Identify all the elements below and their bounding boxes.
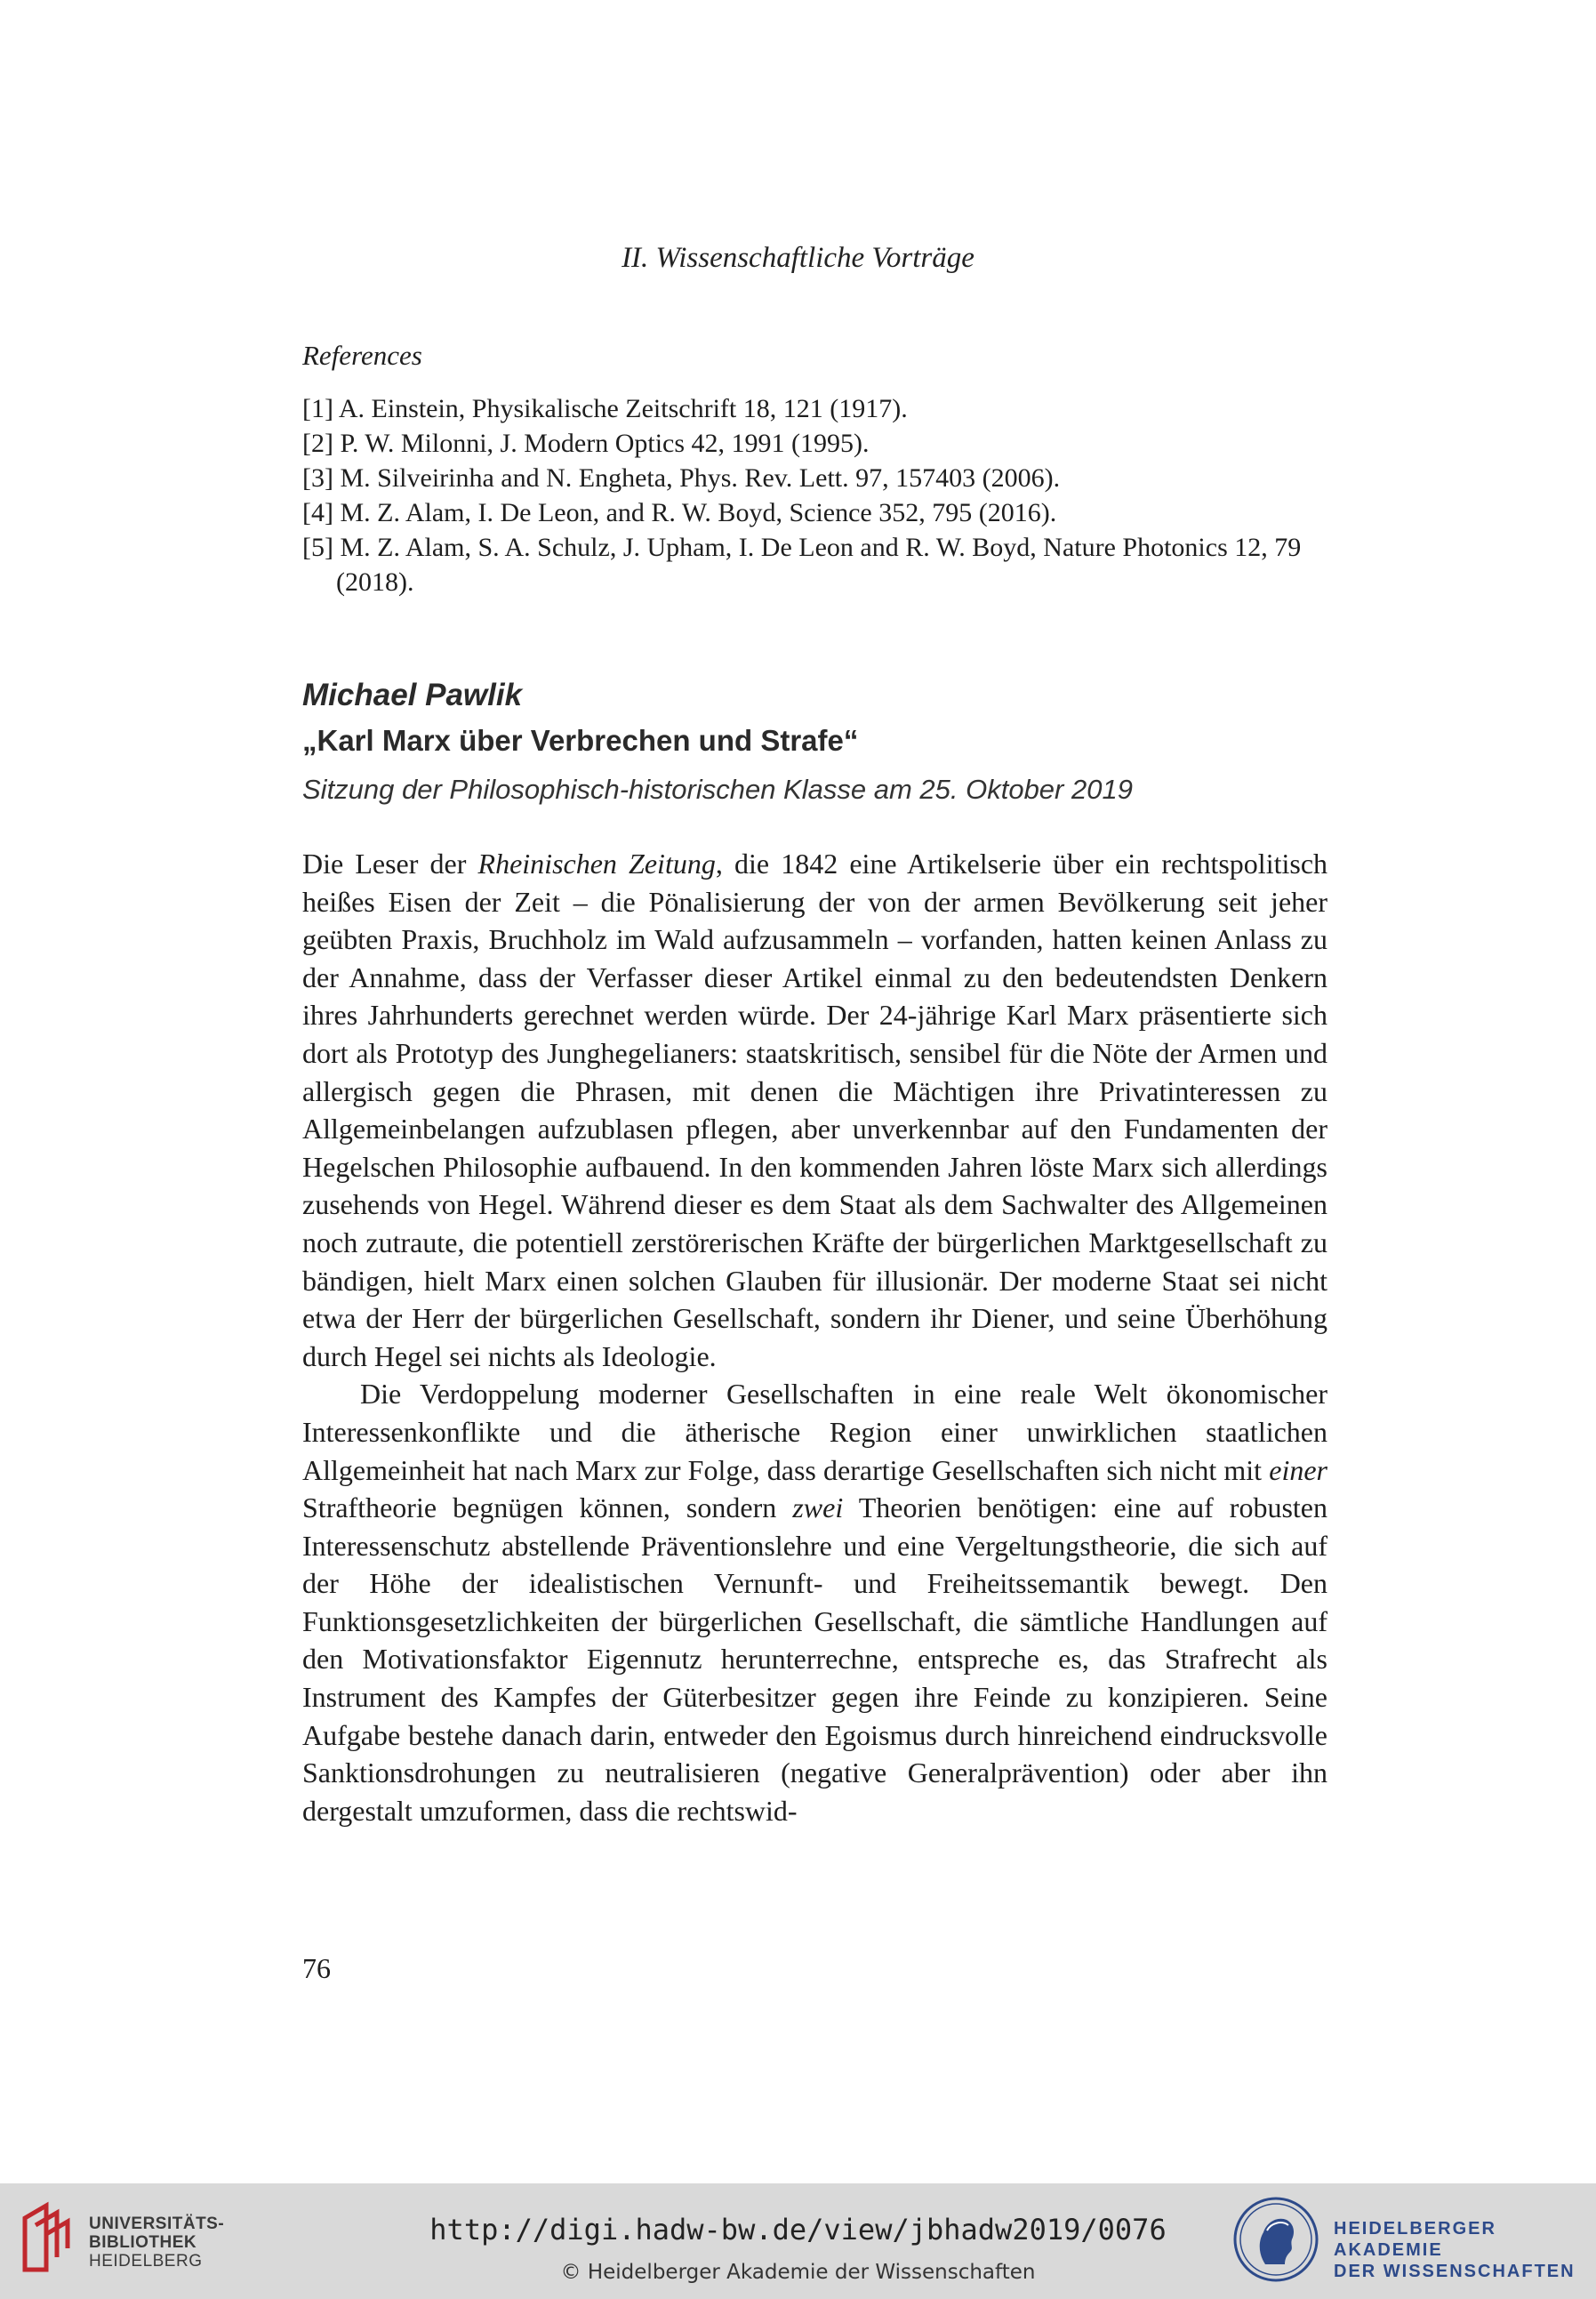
reference-item: [5] M. Z. Alam, S. A. Schulz, J. Upham, I. De Leon and R. W. Boyd, Nature Photonics 12, 79 (2018). <box>302 533 1302 597</box>
academy-name-line: DER WISSENSCHAFTEN <box>1334 2262 1576 2281</box>
text-run: Straftheorie begnügen können, sondern <box>302 1491 793 1524</box>
references-title: References <box>302 340 422 371</box>
emphasis: zwei <box>792 1491 844 1524</box>
emphasis: Rheinischen Zeitung <box>477 848 716 880</box>
reference-item: [1] A. Einstein, Physikalische Zeitschrift 18, 121 (1917). <box>302 394 908 423</box>
session-info: Sitzung der Philosophisch-historischen Klasse am 25. Oktober 2019 <box>302 774 1133 805</box>
text-run: Theorien benötigen: eine auf robusten Interessenschutz abstellende Präventionslehre und eine Vergeltungstheorie, die sich auf der Höhe der idealistischen Vernunft- und Freiheitssemantik bewegt. Den Funktionsgesetzlichkeiten der bürgerlichen Gesellschaft, die sämtliche Handlungen auf den Motivationsfaktor Eigennutz herunterrechne, entspreche es, das Strafrecht als Instrument des Kampfes der Güterbesitzer gegen ihre Feinde zu konzipieren. Seine Aufgabe bestehe danach darin, entweder den Egoismus durch hinreichend eindrucksvolle Sanktionsdrohungen zu neutralisieren (negative Generalprävention) oder aber ihn dergestalt umzuformen, dass die rechtswid- <box>302 1491 1328 1827</box>
text-run: , die 1842 eine Artikelserie über ein rechtspolitisch heißes Eisen der Zeit – die Pönalisierung der von der armen Bevölkerung seit jeher geübten Praxis, Bruchholz im Wald aufzusammeln – vorfanden, hatten keinen Anlass zu der Annahme, dass der Verfasser dieser Artikel einmal zu den bedeutendsten Denkern ihres Jahrhunderts gerechnet werden würde. Der 24-jährige Karl Marx präsentierte sich dort als Prototyp des Junghegelianers: staatskritisch, sensibel für die Nöte der Armen und allergisch gegen die Phrasen, mit denen die Mächtigen ihre Privatinteressen zu Allgemeinbelangen aufzublasen pflegen, aber unverkennbar auf den Fundamenten der Hegelschen Philosophie aufbauend. In den kommenden Jahren löste Marx sich allerdings zusehends von Hegel. Während dieser es dem Staat als dem Sachwalter des Allgemeinen noch zutraute, die potentiell zerstörerischen Kräfte der bürgerlichen Marktgesellschaft zu bändigen, hielt Marx einen solchen Glauben für illusionär. Der moderne Staat sei nicht etwa der Herr der bürgerlichen Gesellschaft, sondern ihr Diener, und seine Überhöhung durch Hegel sei nichts als Ideologie. <box>302 848 1328 1372</box>
academy-name-line: HEIDELBERGER AKADEMIE <box>1334 2219 1496 2260</box>
permalink-url[interactable]: http://digi.hadw-bw.de/view/jbhadw2019/0076 <box>429 2213 1167 2247</box>
academy-seal-icon <box>1231 2195 1320 2284</box>
library-name-line: HEIDELBERG <box>89 2252 203 2271</box>
page-number: 76 <box>302 1952 331 1984</box>
article-title: „Karl Marx über Verbrechen und Strafe“ <box>302 724 859 757</box>
reference-item: [4] M. Z. Alam, I. De Leon, and R. W. Boyd, Science 352, 795 (2016). <box>302 498 1057 527</box>
library-name-line: UNIVERSITÄTS- <box>89 2215 225 2233</box>
text-run: Die Verdoppelung moderner Gesellschaften in eine reale Welt ökonomischer Interessenkonflikte und die ätherische Region einer unwirklichen staatlichen Allgemeinheit hat nach Marx zur Folge, dass derartige Gesellschaften sich nicht mit <box>302 1378 1327 1486</box>
paragraph-2 <box>302 1375 1327 1829</box>
library-name-line: BIBLIOTHEK <box>89 2233 197 2252</box>
running-head: II. Wissenschaftliche Vorträge <box>622 242 974 274</box>
references-list <box>302 391 1327 599</box>
paragraph-1 <box>302 845 1327 1375</box>
academy-name <box>1334 2218 1596 2282</box>
article-author: Michael Pawlik <box>302 678 523 712</box>
article-body <box>302 845 1327 1829</box>
text-run: Die Leser der <box>302 848 478 880</box>
reference-item: [3] M. Silveirinha and N. Engheta, Phys. Rev. Lett. 97, 157403 (2006). <box>302 463 1061 493</box>
emphasis: einer <box>1269 1453 1327 1486</box>
copyright-notice: © Heidelberger Akademie der Wissenschaften <box>560 2261 1036 2284</box>
reference-item: [2] P. W. Milonni, J. Modern Optics 42, 1991 (1995). <box>302 429 870 458</box>
